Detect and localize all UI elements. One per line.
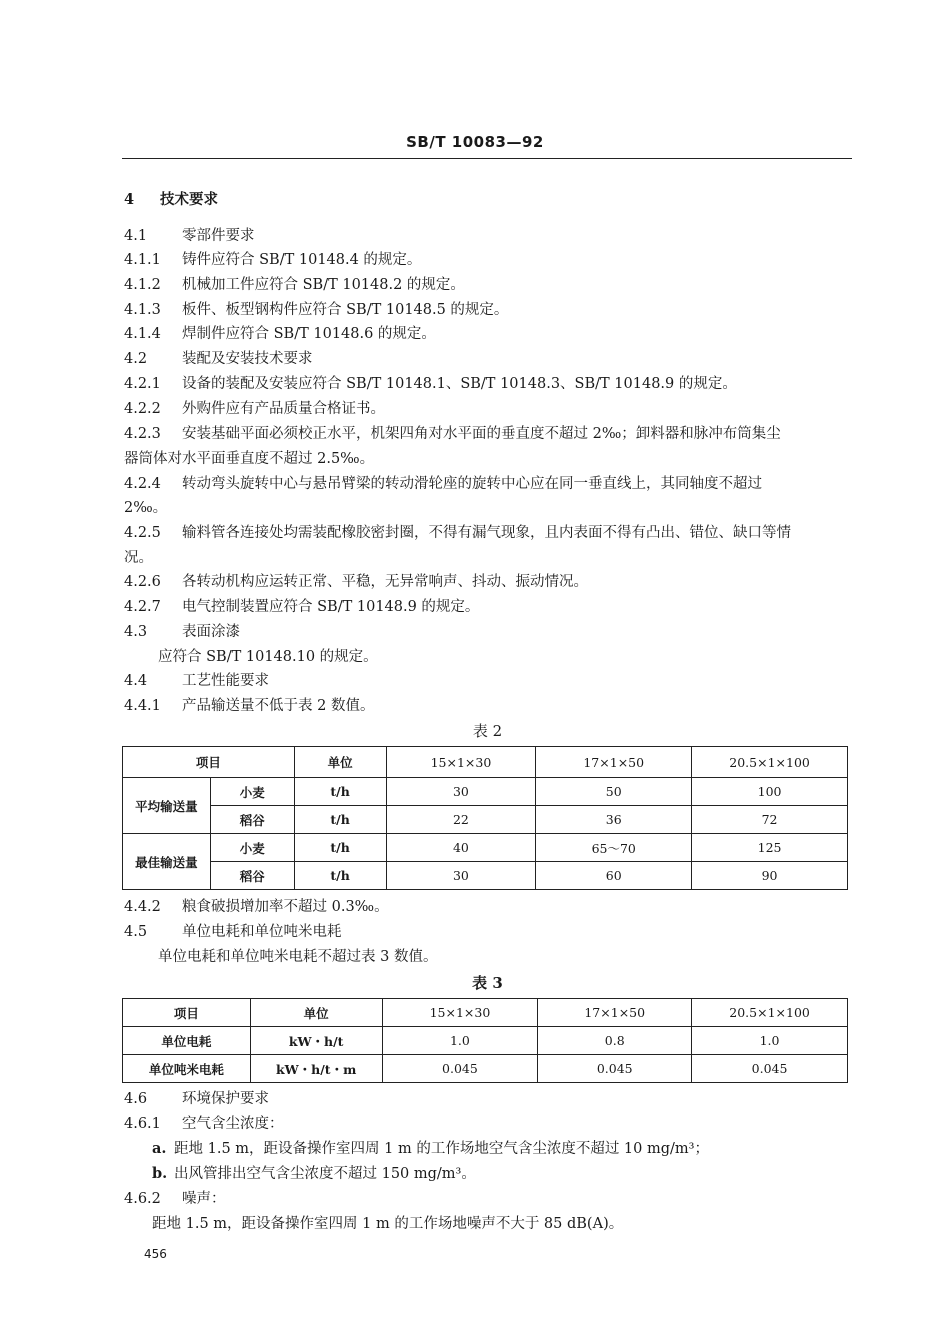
clause-line: 4.6 环境保护要求 (124, 1091, 269, 1107)
table-cell: 60 (536, 862, 692, 890)
page-number: 456 (144, 1247, 167, 1261)
table-cell: 72 (692, 806, 848, 834)
clause-line: 4.1.4 焊制件应符合 SB/T 10148.6 的规定。 (124, 326, 436, 342)
clause-line: 4.6.1 空气含尘浓度： (124, 1116, 284, 1132)
clause-line: 4.2.6 各转动机构应运转正常、平稳，无异常响声、抖动、振动情况。 (124, 574, 588, 590)
table-cell: 65～70 (536, 834, 692, 862)
group-label-cell: 平均输送量 (123, 778, 211, 834)
table-3 (122, 998, 848, 1083)
clause-continuation: 单位电耗和单位吨米电耗不超过表 3 数值。 (158, 949, 438, 965)
clause-line: 4.4.2 粮食破损增加率不超过 0.3‰。 (124, 899, 389, 915)
clause-line: 4.1.1 铸件应符合 SB/T 10148.4 的规定。 (124, 252, 422, 268)
clause-line: 4.2.3 安装基础平面必须校正水平，机架四角对水平面的垂直度不超过 2‰；卸料器和脉冲布筒集尘 (124, 426, 781, 442)
clause-line: 4.4.1 产品输送量不低于表 2 数值。 (124, 698, 375, 714)
list-item: b. 出风管排出空气含尘浓度不超过 150 mg/m³。 (152, 1165, 476, 1182)
table-cell: kW・h/t・m (250, 1055, 382, 1083)
header-cell: 项目 (123, 747, 295, 778)
table-cell: 稻谷 (210, 862, 294, 890)
table-cell: t/h (294, 778, 386, 806)
header-rule (122, 158, 852, 159)
table-cell: 0.045 (538, 1055, 692, 1083)
clause-line: 4.1.2 机械加工件应符合 SB/T 10148.2 的规定。 (124, 277, 465, 293)
header-cell: 17×1×50 (538, 999, 692, 1027)
clause-line: 4.5 单位电耗和单位吨米电耗 (124, 924, 342, 940)
standard-code-header: SB/T 10083—92 (406, 133, 544, 151)
header-cell: 单位 (250, 999, 382, 1027)
table-cell: 36 (536, 806, 692, 834)
table-2-caption: 表 2 (472, 722, 503, 740)
table-row (123, 1055, 848, 1083)
table-row (123, 834, 848, 862)
header-cell: 20.5×1×100 (692, 999, 848, 1027)
clause-line: 4.3 表面涂漆 (124, 624, 240, 640)
table-header-row (123, 747, 848, 778)
clause-line: 4.1 零部件要求 (124, 228, 255, 244)
table-cell: 100 (692, 778, 848, 806)
table-cell: t/h (294, 862, 386, 890)
group-label-cell: 最佳输送量 (123, 834, 211, 890)
table-3-caption: 表 3 (472, 974, 503, 992)
clause-continuation: 2‰。 (124, 500, 168, 516)
clause-line: 4.2 装配及安装技术要求 (124, 351, 313, 367)
clause-line: 4.2.4 转动弯头旋转中心与悬吊臂梁的转动滑轮座的旋转中心应在同一垂直线上，其同轴度不超过 (124, 476, 762, 492)
table-cell: 小麦 (210, 778, 294, 806)
section-heading: 4 技术要求 (124, 191, 218, 208)
clause-continuation: 应符合 SB/T 10148.10 的规定。 (158, 649, 378, 665)
table-row (123, 778, 848, 806)
table-cell: t/h (294, 806, 386, 834)
clause-line: 4.2.5 输料管各连接处均需装配橡胶密封圈，不得有漏气现象，且内表面不得有凸出、错位、缺口等情 (124, 525, 791, 541)
table-cell: kW・h/t (250, 1027, 382, 1055)
clause-continuation: 器筒体对水平面垂直度不超过 2.5‰。 (124, 451, 375, 467)
header-cell: 17×1×50 (536, 747, 692, 778)
table-cell: 稻谷 (210, 806, 294, 834)
table-cell: 0.045 (382, 1055, 538, 1083)
header-cell: 15×1×30 (386, 747, 536, 778)
table-cell: 小麦 (210, 834, 294, 862)
table-cell: 40 (386, 834, 536, 862)
table-cell: t/h (294, 834, 386, 862)
table-row (123, 806, 848, 834)
header-cell: 15×1×30 (382, 999, 538, 1027)
table-cell: 125 (692, 834, 848, 862)
table-cell: 90 (692, 862, 848, 890)
table-cell: 1.0 (692, 1027, 848, 1055)
table-cell: 22 (386, 806, 536, 834)
clause-line: 4.4 工艺性能要求 (124, 673, 269, 689)
header-cell: 单位 (294, 747, 386, 778)
clause-line: 4.6.2 噪声： (124, 1191, 226, 1207)
table-cell: 50 (536, 778, 692, 806)
clause-line: 4.2.7 电气控制装置应符合 SB/T 10148.9 的规定。 (124, 599, 480, 615)
table-cell: 单位吨米电耗 (123, 1055, 251, 1083)
table-cell: 单位电耗 (123, 1027, 251, 1055)
clause-continuation: 距地 1.5 m，距设备操作室四周 1 m 的工作场地噪声不大于 85 dB(A)。 (152, 1216, 624, 1232)
clause-line: 4.1.3 板件、板型钢构件应符合 SB/T 10148.5 的规定。 (124, 302, 509, 318)
header-cell: 20.5×1×100 (692, 747, 848, 778)
header-cell: 项目 (123, 999, 251, 1027)
clause-line: 4.2.2 外购件应有产品质量合格证书。 (124, 401, 385, 417)
list-item: a. 距地 1.5 m，距设备操作室四周 1 m 的工作场地空气含尘浓度不超过 10 mg/m³； (152, 1140, 709, 1157)
table-header-row (123, 999, 848, 1027)
table-cell: 0.045 (692, 1055, 848, 1083)
table-row (123, 1027, 848, 1055)
clause-continuation: 况。 (124, 550, 153, 566)
clause-line: 4.2.1 设备的装配及安装应符合 SB/T 10148.1、SB/T 10148.3、SB/T 10148.9 的规定。 (124, 376, 737, 392)
table-cell: 30 (386, 778, 536, 806)
table-cell: 0.8 (538, 1027, 692, 1055)
table-cell: 1.0 (382, 1027, 538, 1055)
table-cell: 30 (386, 862, 536, 890)
table-2 (122, 746, 848, 890)
table-row (123, 862, 848, 890)
